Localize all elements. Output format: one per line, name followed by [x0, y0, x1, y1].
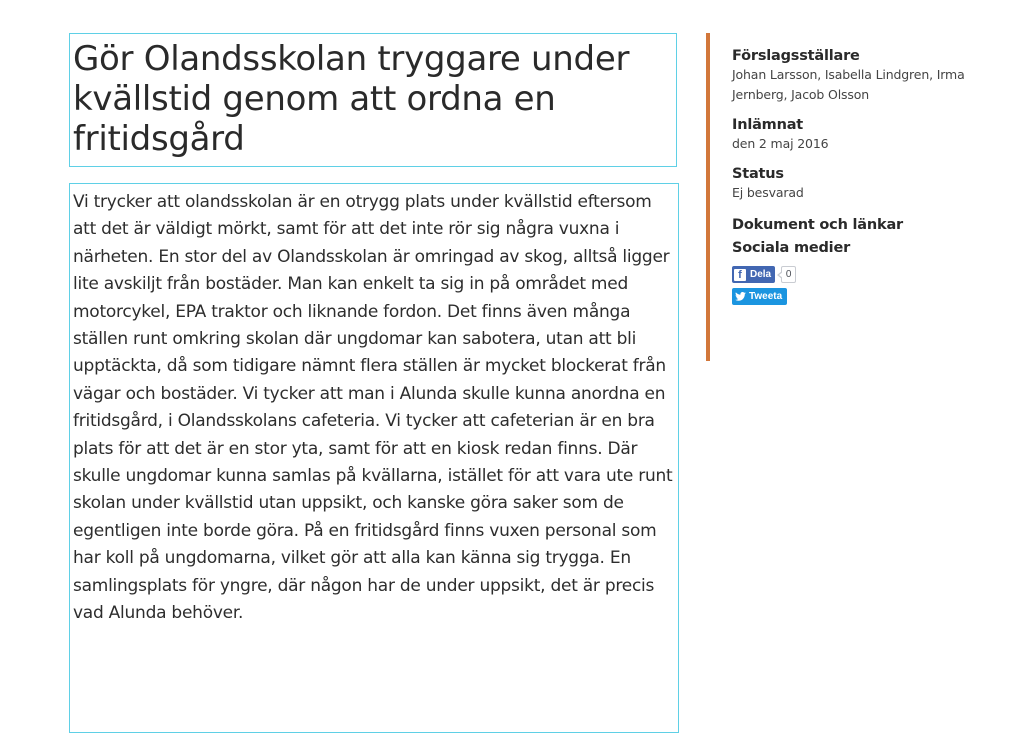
tweet-button-label: Tweeta	[749, 291, 783, 302]
facebook-icon: f	[734, 269, 746, 281]
submitted-value: den 2 maj 2016	[732, 136, 829, 151]
status-value: Ej besvarad	[732, 185, 804, 200]
tweet-button[interactable]	[732, 288, 787, 305]
proposal-body-text: Vi trycker att olandsskolan är en otrygg plats under kvällstid eftersom att det är väldigt mörkt, samt för att det inte rör sig några vuxna i närheten. En stor del av Olandsskolan är omringad av skog, alltså ligger lite avskiljt från bostäder. Man kan enkelt ta sig in på området med motorcykel, EPA traktor och liknande fordon. Det finns även många ställen runt omkring skolan där ungdomar kan sabotera, utan att bli upptäckta, då som tidigare nämnt flera ställen är mycket blockerat från vägar och bostäder. Vi tycker att man i Alunda skulle kunna anordna en fritidsgård, i Olandsskolans cafeteria. Vi tycker att cafeterian är en bra plats för att det är en stor yta, samt för att en kiosk redan finns. Där skulle ungdomar kunna samlas på kvällarna, istället för att vara ute runt skolan under kvällstid utan uppsikt, och kanske göra saker som de egentligen inte borde göra. På en fritidsgård finns vuxen personal som har koll på ungdomarna, vilket gör att alla kan känna sig trygga. En samlingsplats för yngre, där någon har de under uppsikt, det är precis vad Alunda behöver.	[73, 192, 673, 624]
proposer-label: Förslagsställare	[732, 48, 860, 64]
facebook-share-label: Dela	[750, 269, 772, 280]
status-label: Status	[732, 166, 784, 182]
sidebar	[732, 47, 1017, 305]
title-box	[69, 33, 677, 167]
facebook-share-button[interactable]	[732, 266, 775, 283]
body-box	[69, 183, 679, 733]
proposer-value: Johan Larsson, Isabella Lindgren, Irma Jernberg, Jacob Olsson	[732, 67, 965, 102]
documents-links-heading: Dokument och länkar	[732, 217, 903, 233]
social-media-heading: Sociala medier	[732, 240, 851, 256]
sidebar-accent-bar	[706, 33, 710, 361]
submitted-label: Inlämnat	[732, 117, 804, 133]
twitter-bird-icon	[735, 292, 746, 301]
facebook-share-count: 0	[781, 266, 796, 283]
page-title: Gör Olandsskolan tryggare under kvällstid genom att ordna en fritidsgård	[73, 39, 630, 159]
facebook-share-row	[732, 266, 1017, 283]
